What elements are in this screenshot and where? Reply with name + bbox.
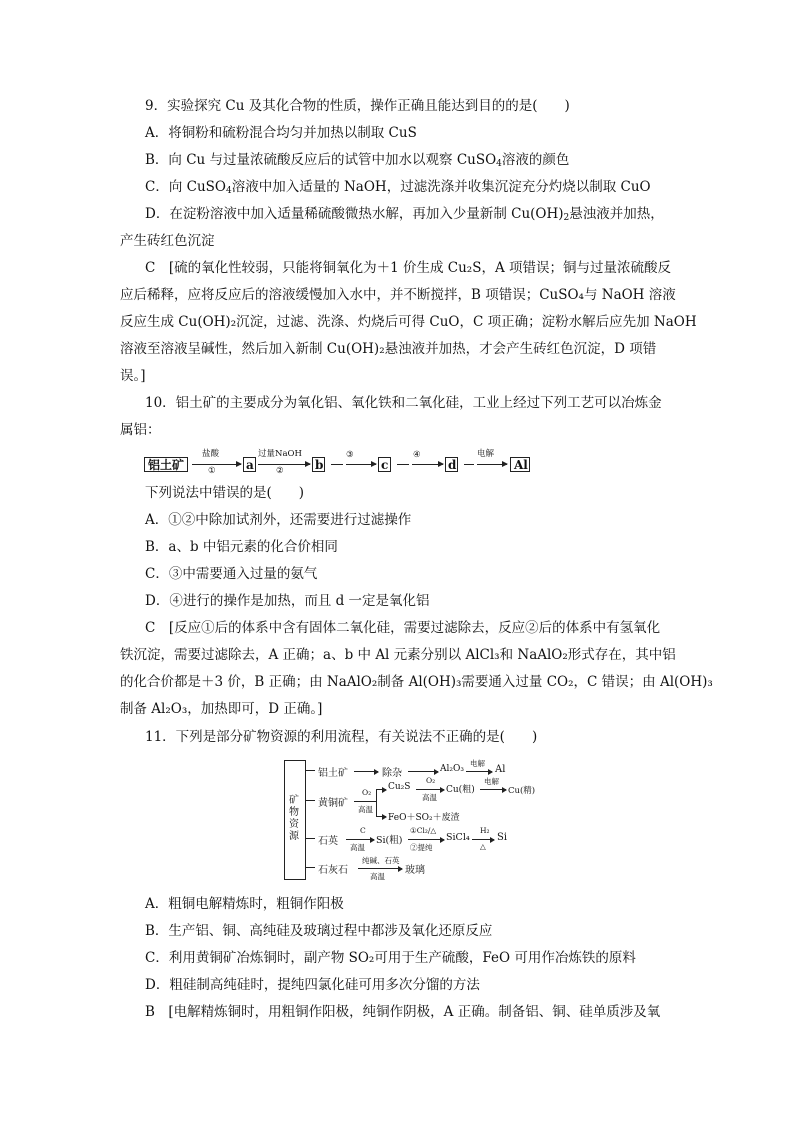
flow-box-c: c [378, 457, 391, 472]
q9-answer-line-1: C [硫的氧化性较弱，只能将铜氧化为＋1 价生成 Cu₂S，A 项错误；铜与过量浓硫酸反 [145, 260, 671, 276]
flow-box-a: a [243, 457, 256, 472]
mineral-tick-1 [305, 770, 315, 771]
flow-arrow-2 [258, 464, 310, 465]
flow-start-box: 铝土矿 [144, 457, 188, 472]
flow-reagent-2: 过量NaOH [258, 449, 302, 459]
flow-end-box: Al [510, 457, 530, 472]
row3-end: Si [497, 832, 508, 843]
q9-answer-line-4: 溶液至溶液呈碱性，然后加入新制 Cu(OH)₂悬浊液并加热，才会产生砖红色沉淀，D 项错 [120, 341, 657, 357]
row4-source: 石灰石 [318, 865, 348, 876]
row3-arrow-3 [472, 839, 494, 840]
row2-arrow-2 [416, 789, 444, 790]
flow-step-2: ② [276, 466, 284, 476]
q9-stem: 9．实验探究 Cu 及其化合物的性质，操作正确且能达到目的的是( ) [145, 98, 570, 114]
flow-box-b: b [312, 457, 325, 472]
row3-cond-5: H₂ [480, 826, 490, 835]
row2-branch [376, 789, 377, 816]
row2-end: Cu(精) [508, 786, 536, 796]
q10-answer-line-2: 铁沉淀，需要过滤除去，A 正确；a、b 中 Al 元素分别以 AlCl₃和 NaAlO₂形式存在，其中铝 [120, 647, 676, 663]
row3-arrow-2 [408, 839, 444, 840]
row2-product-3: FeO＋SO₂＋废渣 [388, 813, 460, 823]
row2-product-1: Cu₂S [388, 782, 411, 792]
q9-answer-line-2: 应后稀释，应将反应后的溶液缓慢加入水中，并不断搅拌，B 项错误；CuSO₄与 NaOH 溶液 [120, 287, 676, 303]
q9-option-a: A．将铜粉和硫粉混合均匀并加热以制取 CuS [145, 125, 417, 141]
row4-end: 玻璃 [405, 865, 425, 876]
q10-option-b: B．a、b 中铝元素的化合价相同 [145, 539, 338, 555]
mineral-connector [305, 770, 306, 867]
q10-stem-line-1: 10．铝土矿的主要成分为氧化铝、氧化铁和二氧化硅，工业上经过下列工艺可以冶炼金 [145, 395, 662, 411]
row2-arrow-down [376, 816, 386, 817]
row2-product-2: Cu(粗) [446, 785, 475, 795]
row1-mid: 除杂 [382, 768, 402, 779]
q11-stem: 11．下列是部分矿物资源的利用流程，有关说法不正确的是( ) [145, 729, 538, 745]
q11-option-a: A．粗铜电解精炼时，粗铜作阳极 [145, 896, 344, 912]
row2-line-1 [354, 801, 376, 802]
q10-option-a: A．①②中除加试剂外，还需要进行过滤操作 [145, 512, 412, 528]
q11-option-c: C．利用黄铜矿冶炼铜时，副产物 SO₂可用于生产硫酸，FeO 可用作冶炼铁的原料 [145, 950, 636, 966]
flow-box-d: d [445, 457, 458, 472]
q10-answer-line-1: C [反应①后的体系中含有固体二氧化硅，需要过滤除去，反应②后的体系中有氢氧化 [145, 620, 661, 636]
flow-dash-5a [464, 464, 474, 465]
q9-option-d-cont: 产生砖红色沉淀 [120, 233, 215, 249]
q9-option-c: C．向 CuSO$_4$溶液中加入适量的 NaOH，过滤洗涤并收集沉淀充分灼烧以制取 CuO [145, 179, 651, 196]
row4-arrow [358, 868, 402, 869]
row3-cond-1: C [360, 826, 366, 835]
q10-stem-line-2: 属铝： [120, 422, 161, 438]
flow-arrow-3 [346, 464, 376, 465]
row3-cond-2: 高温 [350, 843, 365, 852]
row1-source: 铝土矿 [318, 768, 348, 779]
q10-answer-line-4: 制备 Al₂O₃，加热即可，D 正确。] [120, 701, 323, 717]
row1-cond: 电解 [470, 759, 485, 768]
row3-cond-3: ①Cl₂/△ [410, 826, 437, 835]
flow-step-5: 电解 [477, 449, 495, 459]
flow-dash-3a [331, 464, 343, 465]
flow-arrow-4 [412, 464, 443, 465]
row2-arrow-3 [480, 789, 506, 790]
row2-cond-5: 电解 [484, 777, 499, 786]
q10-option-c: C．③中需要通入过量的氨气 [145, 566, 318, 582]
q11-option-d: D．粗硅制高纯硅时，提纯四氯化硅可用多次分馏的方法 [145, 977, 480, 993]
row4-cond-2: 高温 [370, 872, 385, 881]
flow-step-4: ④ [413, 450, 421, 460]
flow-arrow-1 [192, 464, 241, 465]
row2-cond-4: 高温 [422, 793, 437, 802]
flow-step-3: ③ [346, 450, 354, 460]
row2-cond-2: 高温 [358, 805, 373, 814]
q11-answer-line-1: B [电解精炼铜时，用粗铜作阳极，纯铜作阴极，A 正确。制备铝、铜、硅单质涉及氧 [145, 1004, 661, 1020]
row3-product-2: SiCl₄ [446, 832, 470, 843]
flow-dash-4a [397, 464, 409, 465]
q10-process-flow [144, 450, 534, 480]
row2-source: 黄铜矿 [318, 798, 348, 809]
mineral-tick-3 [305, 838, 315, 839]
q11-option-b: B．生产铝、铜、高纯硅及玻璃过程中都涉及氧化还原反应 [145, 923, 493, 939]
row1-end: Al [495, 764, 506, 775]
flow-step-1: ① [208, 466, 216, 476]
row3-source: 石英 [318, 836, 338, 847]
q10-option-d: D．④进行的操作是加热，而且 d 一定是氧化铝 [145, 593, 430, 609]
row3-product-1: Si(粗) [376, 835, 403, 846]
mineral-side-label: 矿物资源 [289, 795, 299, 842]
q9-answer-line-3: 反应生成 Cu(OH)₂沉淀，过滤、洗涤、灼烧后可得 CuO，C 项正确；淀粉水解后应先加 NaOH [120, 314, 697, 330]
row3-cond-4: ②提纯 [410, 843, 433, 852]
row2-arrow-up [376, 789, 386, 790]
row3-cond-6: △ [480, 842, 486, 851]
q11-mineral-diagram [284, 760, 544, 885]
q9-option-d: D．在淀粉溶液中加入适量稀硫酸微热水解，再加入少量新制 $Cu(OH)_2$悬浊液并加热， [145, 206, 664, 223]
q9-option-b: B．向 Cu 与过量浓硫酸反应后的试管中加水以观察 CuSO$_4$溶液的颜色 [145, 152, 570, 169]
q9-answer-line-5: 误。] [120, 368, 146, 384]
row3-arrow-1 [346, 839, 374, 840]
mineral-tick-2 [305, 800, 315, 801]
row1-arrow-3 [466, 771, 492, 772]
row1-product: Al₂O₃ [440, 764, 464, 774]
flow-arrow-5 [477, 464, 507, 465]
q10-answer-line-3: 的化合价都是＋3 价，B 正确；由 NaAlO₂制备 Al(OH)₃需要通入过量 CO₂，C 错误；由 Al(OH)₃ [120, 674, 713, 690]
row4-cond-1: 纯碱、石英 [362, 856, 400, 865]
row2-cond-3: O₂ [426, 776, 436, 785]
row1-arrow-1 [354, 771, 378, 772]
q10-ask: 下列说法中错误的是( ) [145, 485, 305, 501]
row2-cond-1: O₂ [362, 788, 372, 797]
flow-reagent-1: 盐酸 [202, 449, 220, 459]
row1-arrow-2 [408, 771, 438, 772]
mineral-tick-4 [305, 867, 315, 868]
